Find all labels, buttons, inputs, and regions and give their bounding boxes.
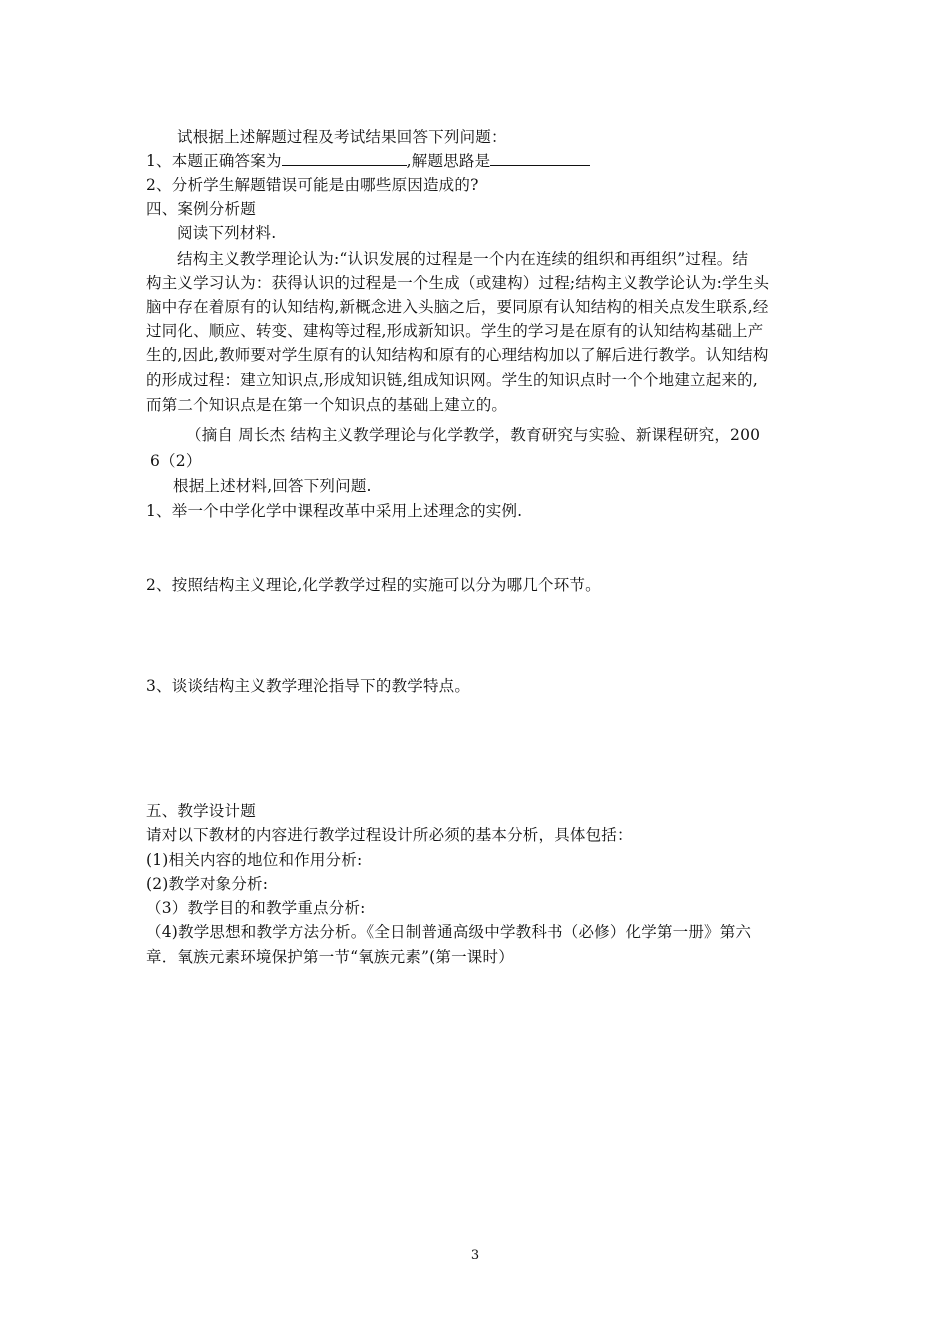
case-question: 2、按照结构主义理论,化学教学过程的实施可以分为哪几个环节。 <box>146 576 601 594</box>
design-item: （4)教学思想和教学方法分析。《全日制普通高级中学教科书（必修）化学第一册》第六 <box>146 923 752 941</box>
read-instruction: 阅读下列材料. <box>177 224 277 242</box>
section-5-intro: 请对以下教材的内容进行教学过程设计所必须的基本分析，具体包括： <box>146 826 633 844</box>
case-question: 1、举一个中学化学中课程改革中采用上述理念的实例. <box>146 502 523 520</box>
passage-line: 过同化、顺应、转变、建构等过程,形成新知识。学生的学习是在原有的认知结构基础上产 <box>146 322 764 340</box>
section-4-heading: 四、案例分析题 <box>146 200 256 218</box>
passage-line: 脑中存在着原有的认知结构,新概念进入头脑之后，要同原有认知结构的相关点发生联系,经 <box>146 298 769 316</box>
reasoning-blank <box>490 150 590 166</box>
passage-line: 生的,因此,教师要对学生原有的认知结构和原有的心理结构加以了解后进行教学。认知结构 <box>146 346 769 364</box>
passage-line: 而第二个知识点是在第一个知识点的基础上建立的。 <box>146 396 508 414</box>
design-item: 章．氧族元素环境保护第一节“氧族元素”(第一课时） <box>146 948 514 966</box>
questions-prompt: 根据上述材料,回答下列问题. <box>173 477 372 495</box>
citation-continued: 6（2） <box>150 452 202 470</box>
passage-line: 构主义学习认为：获得认识的过程是一个生成（或建构）过程;结构主义教学论认为:学生头 <box>146 274 770 292</box>
design-item: （3）教学目的和教学重点分析: <box>146 899 366 917</box>
question-1-prefix: 1、本题正确答案为 <box>146 152 282 170</box>
question-1-mid: ,解题思路是 <box>406 152 491 170</box>
exam-intro: 试根据上述解题过程及考试结果回答下列问题： <box>177 128 507 146</box>
case-question: 3、谈谈结构主义教学理沦指导下的教学特点。 <box>146 677 471 695</box>
design-item: (2)教学对象分析: <box>146 875 269 893</box>
passage-line: 结构主义教学理论认为:“认识发展的过程是一个内在连续的组织和再组织”过程。结 <box>177 250 749 268</box>
question-2: 2、分析学生解题错误可能是由哪些原因造成的? <box>146 176 479 194</box>
answer-blank <box>282 150 407 166</box>
page-number: 3 <box>470 1248 480 1263</box>
passage-line: 的形成过程：建立知识点,形成知识链,组成知识网。学生的知识点时一个个地建立起来的, <box>146 371 758 389</box>
citation: （摘自 周长杰 结构主义教学理论与化学教学，教育研究与实验、新课程研究，200 <box>186 426 761 444</box>
section-5-heading: 五、教学设计题 <box>146 802 256 820</box>
design-item: (1)相关内容的地位和作用分析: <box>146 851 363 869</box>
question-1 <box>146 150 816 173</box>
